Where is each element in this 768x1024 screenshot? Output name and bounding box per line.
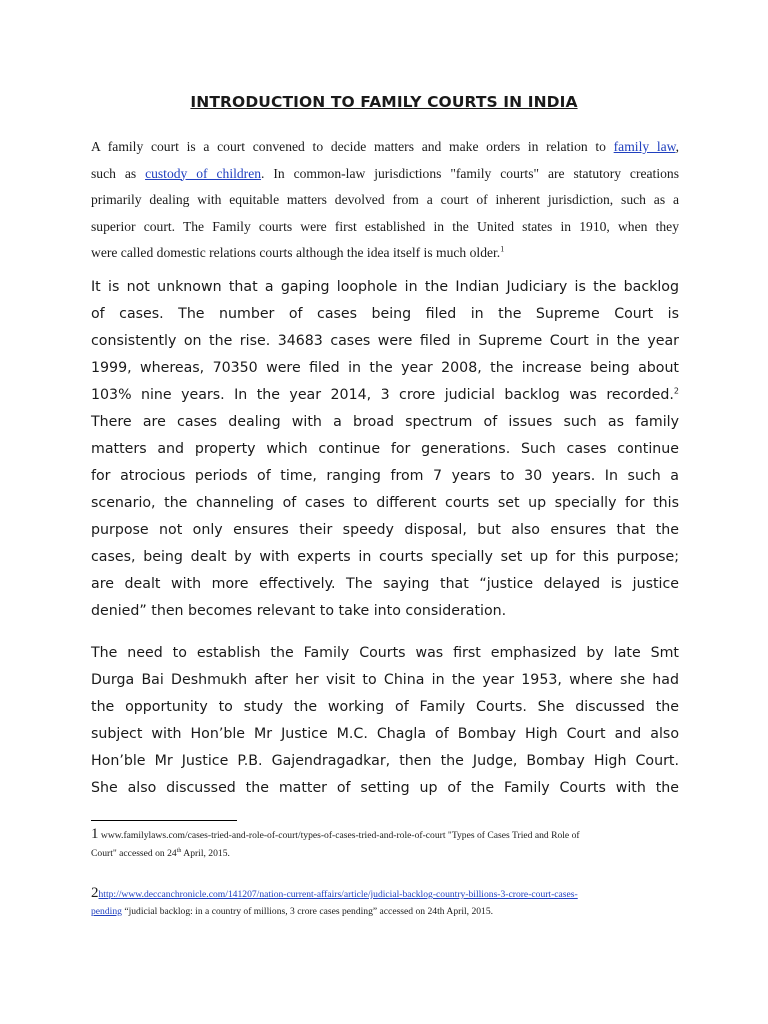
paragraph-line: 1999, whereas, 70350 were filed in the year 2008, the increase being about (91, 360, 679, 376)
footnote-line (91, 903, 681, 920)
footnote-number: 1 (91, 826, 99, 842)
paragraph-line (91, 161, 679, 188)
text-run: , (675, 139, 679, 154)
footnote-number: 2 (91, 885, 99, 901)
deccan-chronicle-link-cont[interactable]: pending (91, 906, 122, 917)
paragraph-line (91, 240, 679, 267)
paragraph-line: It is not unknown that a gaping loophole in the Indian Judiciary is the backlog (91, 279, 679, 295)
paragraph-line: subject with Hon’ble Mr Justice M.C. Chagla of Bombay High Court and also (91, 726, 679, 742)
footnote-ref-2[interactable]: 2 (673, 386, 679, 396)
paragraph-line: cases, being dealt by with experts in courts specially set up for this purpose; (91, 549, 679, 565)
paragraph-line: the opportunity to study the working of Family Courts. She discussed the (91, 699, 679, 715)
text-run: A family court is a court convened to decide matters and make orders in relation to (91, 139, 614, 154)
paragraph-line: scenario, the channeling of cases to different courts set up specially for this (91, 495, 679, 511)
paragraph-line (91, 382, 679, 409)
paragraph-line (91, 134, 679, 161)
footnote-1 (91, 825, 681, 863)
paragraph-line: superior court. The Family courts were first established in the United states in 1910, when they (91, 218, 679, 234)
history-paragraph (91, 640, 679, 802)
footnote-line (91, 884, 681, 903)
family-law-link[interactable]: family law (613, 139, 676, 154)
text-run: April, 2015. (181, 848, 230, 859)
paragraph-line: The need to establish the Family Courts was first emphasized by late Smt (91, 645, 679, 661)
text-run: . In common-law jurisdictions "family courts" are statutory creations (261, 165, 679, 181)
paragraph-line: purpose not only ensures their speedy disposal, but also ensures that the (91, 522, 679, 538)
paragraph-line: are dealt with more effectively. The saying that “justice delayed is justice (91, 576, 679, 592)
footnote-text: www.familylaws.com/cases-tried-and-role-of-court/types-of-cases-tried-and-role-of-court "Types of Cases Tried and Role of (98, 830, 580, 841)
deccan-chronicle-link[interactable]: http://www.deccanchronicle.com/141207/nation-current-affairs/article/judicial-backlog-country-billions-3-crore-court-cases- (98, 889, 578, 900)
text-run: Court" accessed on 24 (91, 848, 177, 859)
paragraph-line: denied” then becomes relevant to take into consideration. (91, 603, 507, 619)
footnote-line (91, 845, 681, 863)
paragraph-line: She also discussed the matter of setting up of the Family Courts with the (91, 780, 679, 796)
paragraph-line: Durga Bai Deshmukh after her visit to China in the year 1953, where she had (91, 672, 679, 688)
paragraph-line: for atrocious periods of time, ranging from 7 years to 30 years. In such a (91, 468, 679, 484)
ordinal-suffix: th (176, 847, 182, 854)
custody-of-children-link[interactable]: custody of children (145, 165, 262, 181)
paragraph-line: consistently on the rise. 34683 cases were filed in Supreme Court in the year (91, 333, 679, 349)
paragraph-line: matters and property which continue for generations. Such cases continue (91, 441, 679, 457)
page-title: INTRODUCTION TO FAMILY COURTS IN INDIA (190, 93, 578, 111)
footnote-2 (91, 884, 681, 920)
footnote-line (91, 825, 681, 845)
paragraph-line: of cases. The number of cases being filed in the Supreme Court is (91, 306, 679, 322)
footnote-ref-1[interactable]: 1 (500, 244, 505, 254)
intro-paragraph (91, 134, 679, 267)
text-run: 103% nine years. In the year 2014, 3 crore judicial backlog was recorded. (91, 387, 674, 403)
text-run: were called domestic relations courts although the idea itself is much older. (91, 245, 501, 260)
paragraph-line: primarily dealing with equitable matters devolved from a court of inherent jurisdiction, such as a (91, 192, 679, 207)
footnote-text: “judicial backlog: in a country of millions, 3 crore cases pending” accessed on 24th April, 2015. (121, 906, 494, 917)
backlog-paragraph (91, 274, 679, 625)
paragraph-line: Hon’ble Mr Justice P.B. Gajendragadkar, then the Judge, Bombay High Court. (91, 753, 679, 769)
footnote-separator (91, 820, 237, 821)
paragraph-line: There are cases dealing with a broad spectrum of issues such as family (91, 414, 679, 430)
text-run: such as (91, 165, 146, 181)
